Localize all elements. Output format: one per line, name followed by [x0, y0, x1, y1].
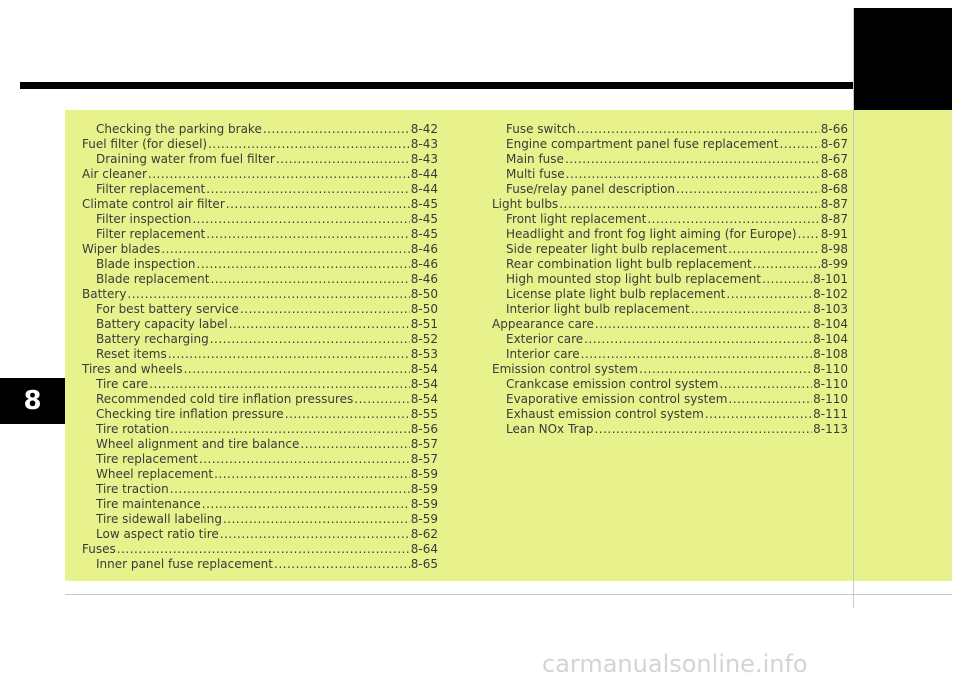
toc-leader-dots — [594, 422, 812, 437]
toc-leader-dots — [728, 242, 820, 257]
toc-entry[interactable] — [82, 452, 438, 467]
toc-entry-title: Battery recharging — [96, 332, 209, 346]
toc-entry[interactable] — [82, 122, 438, 137]
toc-leader-dots — [676, 182, 820, 197]
toc-leader-dots — [263, 122, 410, 137]
toc-entry[interactable] — [82, 557, 438, 572]
toc-entry[interactable] — [82, 167, 438, 182]
toc-leader-dots — [148, 167, 410, 182]
toc-entry-page: 8-110 — [813, 392, 848, 406]
toc-leader-dots — [300, 437, 409, 452]
toc-entry-page: 8-43 — [410, 152, 438, 166]
toc-entry-title: Exterior care — [506, 332, 584, 346]
toc-entry-title: Wheel alignment and tire balance — [96, 437, 300, 451]
toc-entry-title: Fuel filter (for diesel) — [82, 137, 208, 151]
toc-entry-title: Tire maintenance — [96, 497, 201, 511]
toc-leader-dots — [639, 362, 812, 377]
toc-entry-page: 8-59 — [410, 482, 438, 496]
toc-leader-dots — [208, 137, 410, 152]
toc-leader-dots — [753, 257, 820, 272]
toc-entry-title: Tire care — [96, 377, 149, 391]
toc-entry-title: Light bulbs — [492, 197, 559, 211]
toc-entry[interactable] — [82, 527, 438, 542]
toc-entry[interactable] — [492, 272, 848, 287]
toc-entry-title: Engine compartment panel fuse replacement — [506, 137, 779, 151]
toc-entry-title: Blade inspection — [96, 257, 196, 271]
toc-entry-title: Evaporative emission control system — [506, 392, 728, 406]
toc-entry[interactable] — [82, 407, 438, 422]
toc-entry-page: 8-57 — [410, 437, 438, 451]
toc-entry-title: Tires and wheels — [82, 362, 183, 376]
toc-entry[interactable] — [492, 197, 848, 212]
toc-entry[interactable] — [492, 242, 848, 257]
watermark: carmanualsonline.info — [542, 650, 808, 678]
toc-entry-title: Interior care — [506, 347, 580, 361]
toc-entry[interactable] — [82, 377, 438, 392]
toc-entry-page: 8-56 — [410, 422, 438, 436]
toc-leader-dots — [192, 212, 409, 227]
toc-entry[interactable] — [492, 407, 848, 422]
toc-entry-title: Recommended cold tire inflation pressures — [96, 392, 354, 406]
toc-entry[interactable] — [82, 287, 438, 302]
toc-leader-dots — [168, 347, 410, 362]
toc-entry-page: 8-46 — [410, 257, 438, 271]
toc-entry-page: 8-59 — [410, 512, 438, 526]
toc-entry-page: 8-43 — [410, 137, 438, 151]
toc-entry-title: Front light replacement — [506, 212, 647, 226]
toc-leader-dots — [798, 227, 820, 242]
toc-entry-page: 8-53 — [410, 347, 438, 361]
toc-entry[interactable] — [82, 182, 438, 197]
toc-entry-page: 8-67 — [820, 137, 848, 151]
toc-entry[interactable] — [82, 302, 438, 317]
toc-entry-title: Low aspect ratio tire — [96, 527, 219, 541]
toc-entry-title: Emission control system — [492, 362, 638, 376]
toc-leader-dots — [240, 302, 410, 317]
toc-leader-dots — [229, 317, 410, 332]
toc-entry[interactable] — [82, 197, 438, 212]
toc-entry-title: Multi fuse — [506, 167, 565, 181]
header-rule — [20, 82, 853, 89]
toc-entry[interactable] — [492, 152, 848, 167]
toc-entry[interactable] — [82, 272, 438, 287]
toc-entry[interactable] — [492, 347, 848, 362]
toc-entry-title: Draining water from fuel filter — [96, 152, 275, 166]
toc-entry[interactable] — [82, 212, 438, 227]
toc-entry-title: Blade replacement — [96, 272, 210, 286]
toc-entry-page: 8-44 — [410, 167, 438, 181]
toc-entry-page: 8-59 — [410, 497, 438, 511]
toc-entry-title: Inner panel fuse replacement — [96, 557, 273, 571]
toc-leader-dots — [202, 497, 410, 512]
toc-leader-dots — [206, 182, 410, 197]
toc-leader-dots — [726, 287, 812, 302]
toc-entry[interactable] — [492, 182, 848, 197]
toc-leader-dots — [199, 452, 410, 467]
toc-leader-dots — [170, 482, 410, 497]
toc-entry[interactable] — [82, 242, 438, 257]
toc-entry-page: 8-54 — [410, 392, 438, 406]
toc-entry-page: 8-110 — [813, 377, 848, 391]
toc-leader-dots — [170, 422, 410, 437]
toc-leader-dots — [705, 407, 812, 422]
toc-entry-title: Battery capacity label — [96, 317, 228, 331]
toc-entry-title: Headlight and front fog light aiming (for Europe) — [506, 227, 797, 241]
toc-leader-dots — [559, 197, 820, 212]
toc-entry-page: 8-45 — [410, 212, 438, 226]
toc-leader-dots — [566, 167, 820, 182]
toc-entry[interactable] — [82, 497, 438, 512]
toc-entry-page: 8-99 — [820, 257, 848, 271]
toc-leader-dots — [220, 527, 410, 542]
toc-entry-title: Tire rotation — [96, 422, 170, 436]
toc-entry-title: Filter inspection — [96, 212, 192, 226]
toc-leader-dots — [226, 197, 410, 212]
toc-entry-page: 8-44 — [410, 182, 438, 196]
toc-entry-title: Reset items — [96, 347, 167, 361]
toc-leader-dots — [779, 137, 819, 152]
toc-leader-dots — [285, 407, 410, 422]
toc-entry-title: Checking the parking brake — [96, 122, 262, 136]
toc-leader-dots — [274, 557, 410, 572]
toc-entry-page: 8-45 — [410, 197, 438, 211]
toc-column-left — [82, 122, 438, 572]
toc-entry-page: 8-91 — [820, 227, 848, 241]
toc-entry[interactable] — [82, 317, 438, 332]
toc-entry[interactable] — [492, 317, 848, 332]
toc-leader-dots — [184, 362, 410, 377]
toc-column-right — [492, 122, 848, 437]
toc-entry-page: 8-64 — [410, 542, 438, 556]
toc-entry[interactable] — [492, 392, 848, 407]
toc-entry[interactable] — [82, 332, 438, 347]
toc-entry[interactable] — [492, 137, 848, 152]
toc-entry[interactable] — [82, 152, 438, 167]
toc-entry[interactable] — [82, 542, 438, 557]
toc-entry[interactable] — [82, 362, 438, 377]
toc-entry-page: 8-46 — [410, 272, 438, 286]
toc-entry-title: Lean NOx Trap — [506, 422, 594, 436]
toc-leader-dots — [197, 257, 410, 272]
toc-entry[interactable] — [492, 227, 848, 242]
toc-leader-dots — [728, 392, 812, 407]
toc-entry[interactable] — [492, 422, 848, 437]
toc-entry-page: 8-62 — [410, 527, 438, 541]
toc-entry-page: 8-54 — [410, 377, 438, 391]
toc-leader-dots — [117, 542, 410, 557]
toc-entry-page: 8-68 — [820, 182, 848, 196]
toc-entry-page: 8-45 — [410, 227, 438, 241]
toc-entry-page: 8-65 — [410, 557, 438, 571]
toc-leader-dots — [354, 392, 409, 407]
toc-entry-page: 8-98 — [820, 242, 848, 256]
toc-leader-dots — [210, 332, 410, 347]
toc-entry[interactable] — [82, 482, 438, 497]
toc-leader-dots — [161, 242, 410, 257]
toc-entry-page: 8-104 — [813, 332, 848, 346]
toc-leader-dots — [223, 512, 410, 527]
toc-entry[interactable] — [492, 287, 848, 302]
toc-entry-page: 8-50 — [410, 302, 438, 316]
toc-entry-title: Filter replacement — [96, 227, 206, 241]
toc-entry[interactable] — [492, 122, 848, 137]
toc-entry[interactable] — [82, 392, 438, 407]
toc-entry-title: Interior light bulb replacement — [506, 302, 690, 316]
toc-entry[interactable] — [82, 137, 438, 152]
toc-entry-title: Wheel replacement — [96, 467, 214, 481]
toc-entry-page: 8-111 — [813, 407, 848, 421]
toc-leader-dots — [691, 302, 812, 317]
footer-rule — [65, 594, 952, 595]
toc-entry-page: 8-66 — [820, 122, 848, 136]
toc-entry[interactable] — [492, 362, 848, 377]
toc-entry-page: 8-101 — [813, 272, 848, 286]
toc-entry-title: Wiper blades — [82, 242, 161, 256]
toc-entry[interactable] — [82, 512, 438, 527]
toc-leader-dots — [577, 122, 820, 137]
toc-entry-title: Tire replacement — [96, 452, 198, 466]
toc-leader-dots — [719, 377, 812, 392]
toc-leader-dots — [565, 152, 820, 167]
toc-entry-title: Climate control air filter — [82, 197, 225, 211]
toc-entry[interactable] — [82, 467, 438, 482]
toc-entry-title: Air cleaner — [82, 167, 147, 181]
toc-entry[interactable] — [82, 227, 438, 242]
toc-entry-title: Fuse switch — [506, 122, 576, 136]
toc-entry[interactable] — [82, 422, 438, 437]
toc-entry[interactable] — [492, 167, 848, 182]
toc-entry-page: 8-110 — [813, 362, 848, 376]
vertical-divider — [853, 8, 854, 608]
toc-entry-page: 8-103 — [813, 302, 848, 316]
toc-entry[interactable] — [492, 377, 848, 392]
toc-entry-title: Tire sidewall labeling — [96, 512, 222, 526]
toc-entry[interactable] — [492, 257, 848, 272]
toc-entry-page: 8-68 — [820, 167, 848, 181]
toc-entry-title: Side repeater light bulb replacement — [506, 242, 728, 256]
toc-entry-title: Fuses — [82, 542, 116, 556]
toc-entry-title: Rear combination light bulb replacement — [506, 257, 752, 271]
toc-entry-page: 8-50 — [410, 287, 438, 301]
corner-block — [853, 8, 952, 111]
toc-leader-dots — [214, 467, 410, 482]
toc-entry[interactable] — [492, 332, 848, 347]
toc-entry-title: Tire traction — [96, 482, 169, 496]
toc-entry-page: 8-87 — [820, 212, 848, 226]
toc-entry-page: 8-55 — [410, 407, 438, 421]
toc-entry-page: 8-108 — [813, 347, 848, 361]
chapter-tab[interactable]: 8 — [0, 378, 65, 424]
toc-leader-dots — [581, 347, 813, 362]
toc-entry-page: 8-42 — [410, 122, 438, 136]
toc-entry-page: 8-87 — [820, 197, 848, 211]
toc-entry-title: Crankcase emission control system — [506, 377, 719, 391]
toc-entry-page: 8-52 — [410, 332, 438, 346]
toc-leader-dots — [762, 272, 812, 287]
toc-leader-dots — [276, 152, 410, 167]
toc-entry-page: 8-59 — [410, 467, 438, 481]
toc-entry-page: 8-67 — [820, 152, 848, 166]
toc-entry-title: License plate light bulb replacement — [506, 287, 726, 301]
toc-entry-page: 8-104 — [813, 317, 848, 331]
toc-entry-title: Battery — [82, 287, 127, 301]
toc-entry-title: Filter replacement — [96, 182, 206, 196]
toc-entry-title: Fuse/relay panel description — [506, 182, 676, 196]
toc-entry-page: 8-102 — [813, 287, 848, 301]
toc-entry-page: 8-46 — [410, 242, 438, 256]
toc-leader-dots — [206, 227, 410, 242]
toc-leader-dots — [584, 332, 812, 347]
toc-entry[interactable] — [82, 437, 438, 452]
toc-entry-title: High mounted stop light bulb replacement — [506, 272, 762, 286]
toc-entry-title: Checking tire inflation pressure — [96, 407, 284, 421]
toc-leader-dots — [127, 287, 409, 302]
toc-entry-title: For best battery service — [96, 302, 239, 316]
toc-entry-page: 8-57 — [410, 452, 438, 466]
toc-entry-page: 8-54 — [410, 362, 438, 376]
toc-entry-page: 8-51 — [410, 317, 438, 331]
toc-leader-dots — [210, 272, 409, 287]
toc-entry-title: Main fuse — [506, 152, 564, 166]
toc-leader-dots — [647, 212, 819, 227]
toc-leader-dots — [149, 377, 410, 392]
toc-entry[interactable] — [492, 212, 848, 227]
toc-entry[interactable] — [492, 302, 848, 317]
toc-entry[interactable] — [82, 257, 438, 272]
toc-entry[interactable] — [82, 347, 438, 362]
toc-entry-page: 8-113 — [813, 422, 848, 436]
toc-entry-title: Exhaust emission control system — [506, 407, 704, 421]
toc-leader-dots — [595, 317, 812, 332]
toc-entry-title: Appearance care — [492, 317, 594, 331]
